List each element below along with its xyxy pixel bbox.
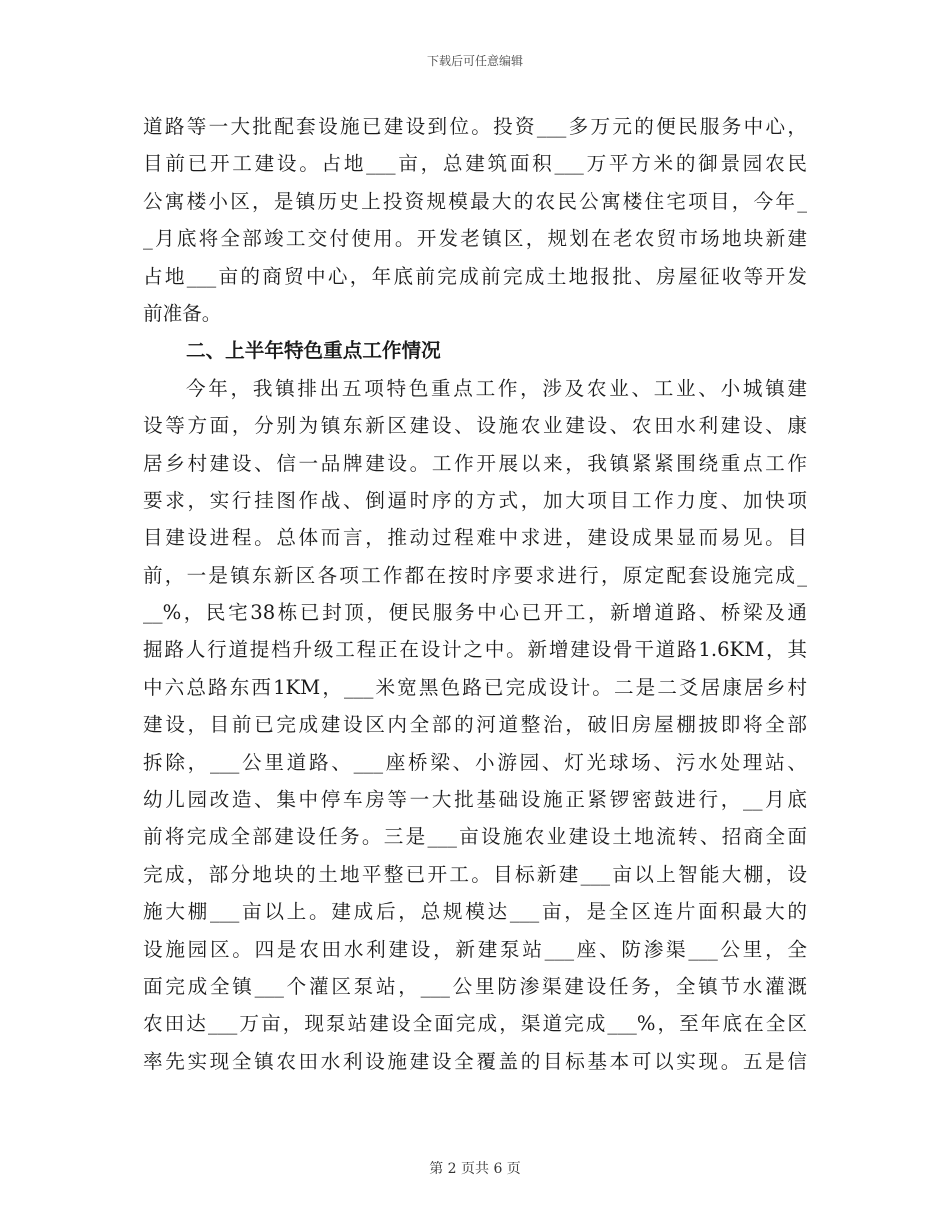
text-line: 率先实现全镇农田水利设施建设全覆盖的目标基本可以实现。五是信	[143, 1049, 807, 1073]
text-line: 前，一是镇东新区各项工作都在按时序要求进行，原定配套设施完成_	[143, 563, 807, 587]
text-line: 前准备。	[143, 301, 222, 325]
paragraph-2	[143, 370, 807, 1080]
text-line: 建设，目前已完成建设区内全部的河道整治，破旧房屋棚披即将全部	[143, 713, 807, 737]
text-line: 要求，实行挂图作战、倒逼时序的方式，加大项目工作力度、加快项	[143, 488, 807, 512]
document-body	[143, 108, 807, 1080]
text-line: 拆除，___公里道路、___座桥梁、小游园、灯光球场、污水处理站、	[143, 750, 807, 774]
text-line: 中六总路东西1KM，___米宽黑色路已完成设计。二是二爻居康居乡村	[143, 675, 807, 699]
text-line: 掘路人行道提档升级工程正在设计之中。新增建设骨干道路1.6KM，其	[143, 638, 807, 662]
text-line: 幼儿园改造、集中停车房等一大批基础设施正紧锣密鼓进行，__月底	[143, 788, 807, 812]
text-line: 面完成全镇___个灌区泵站，___公里防渗渠建设任务，全镇节水灌溉	[143, 974, 807, 998]
page-header: 下载后可任意编辑	[426, 54, 523, 68]
text-line: __%，民宅38栋已封顶，便民服务中心已开工，新增道路、桥梁及通	[143, 601, 807, 625]
text-line: 前将完成全部建设任务。三是___亩设施农业建设土地流转、招商全面	[143, 825, 807, 849]
paragraph-1	[143, 108, 807, 332]
text-line: _月底将全部竣工交付使用。开发老镇区，规划在老农贸市场地块新建	[143, 227, 807, 251]
text-line: 目建设进程。总体而言，推动过程难中求进，建设成果显而易见。目	[143, 526, 807, 550]
text-line: 农田达___万亩，现泵站建设全面完成，渠道完成___%，至年底在全区	[143, 1012, 807, 1036]
text-line: 设等方面，分别为镇东新区建设、设施农业建设、农田水利建设、康	[143, 414, 807, 438]
text-line: 道路等一大批配套设施已建设到位。投资___多万元的便民服务中心，	[143, 115, 807, 138]
section-heading: 二、上半年特色重点工作情况	[186, 339, 441, 363]
text-line: 占地___亩的商贸中心，年底前完成前完成土地报批、房屋征收等开发	[143, 264, 807, 288]
text-line: 完成，部分地块的土地平整已开工。目标新建___亩以上智能大棚，设	[143, 862, 807, 886]
page-number: 第 2 页共 6 页	[429, 1161, 521, 1177]
text-line: 公寓楼小区，是镇历史上投资规模最大的农民公寓楼住宅项目，今年_	[143, 189, 807, 213]
text-line: 设施园区。四是农田水利建设，新建泵站___座、防渗渠___公里，全	[143, 937, 807, 961]
text-line: 施大棚___亩以上。建成后，总规模达___亩，是全区连片面积最大的	[143, 900, 807, 924]
text-line: 居乡村建设、信一品牌建设。工作开展以来，我镇紧紧围绕重点工作	[143, 451, 807, 475]
text-line: 今年，我镇排出五项特色重点工作，涉及农业、工业、小城镇建	[186, 376, 807, 400]
text-line: 目前已开工建设。占地___亩，总建筑面积___万平方米的御景园农民	[143, 152, 807, 176]
